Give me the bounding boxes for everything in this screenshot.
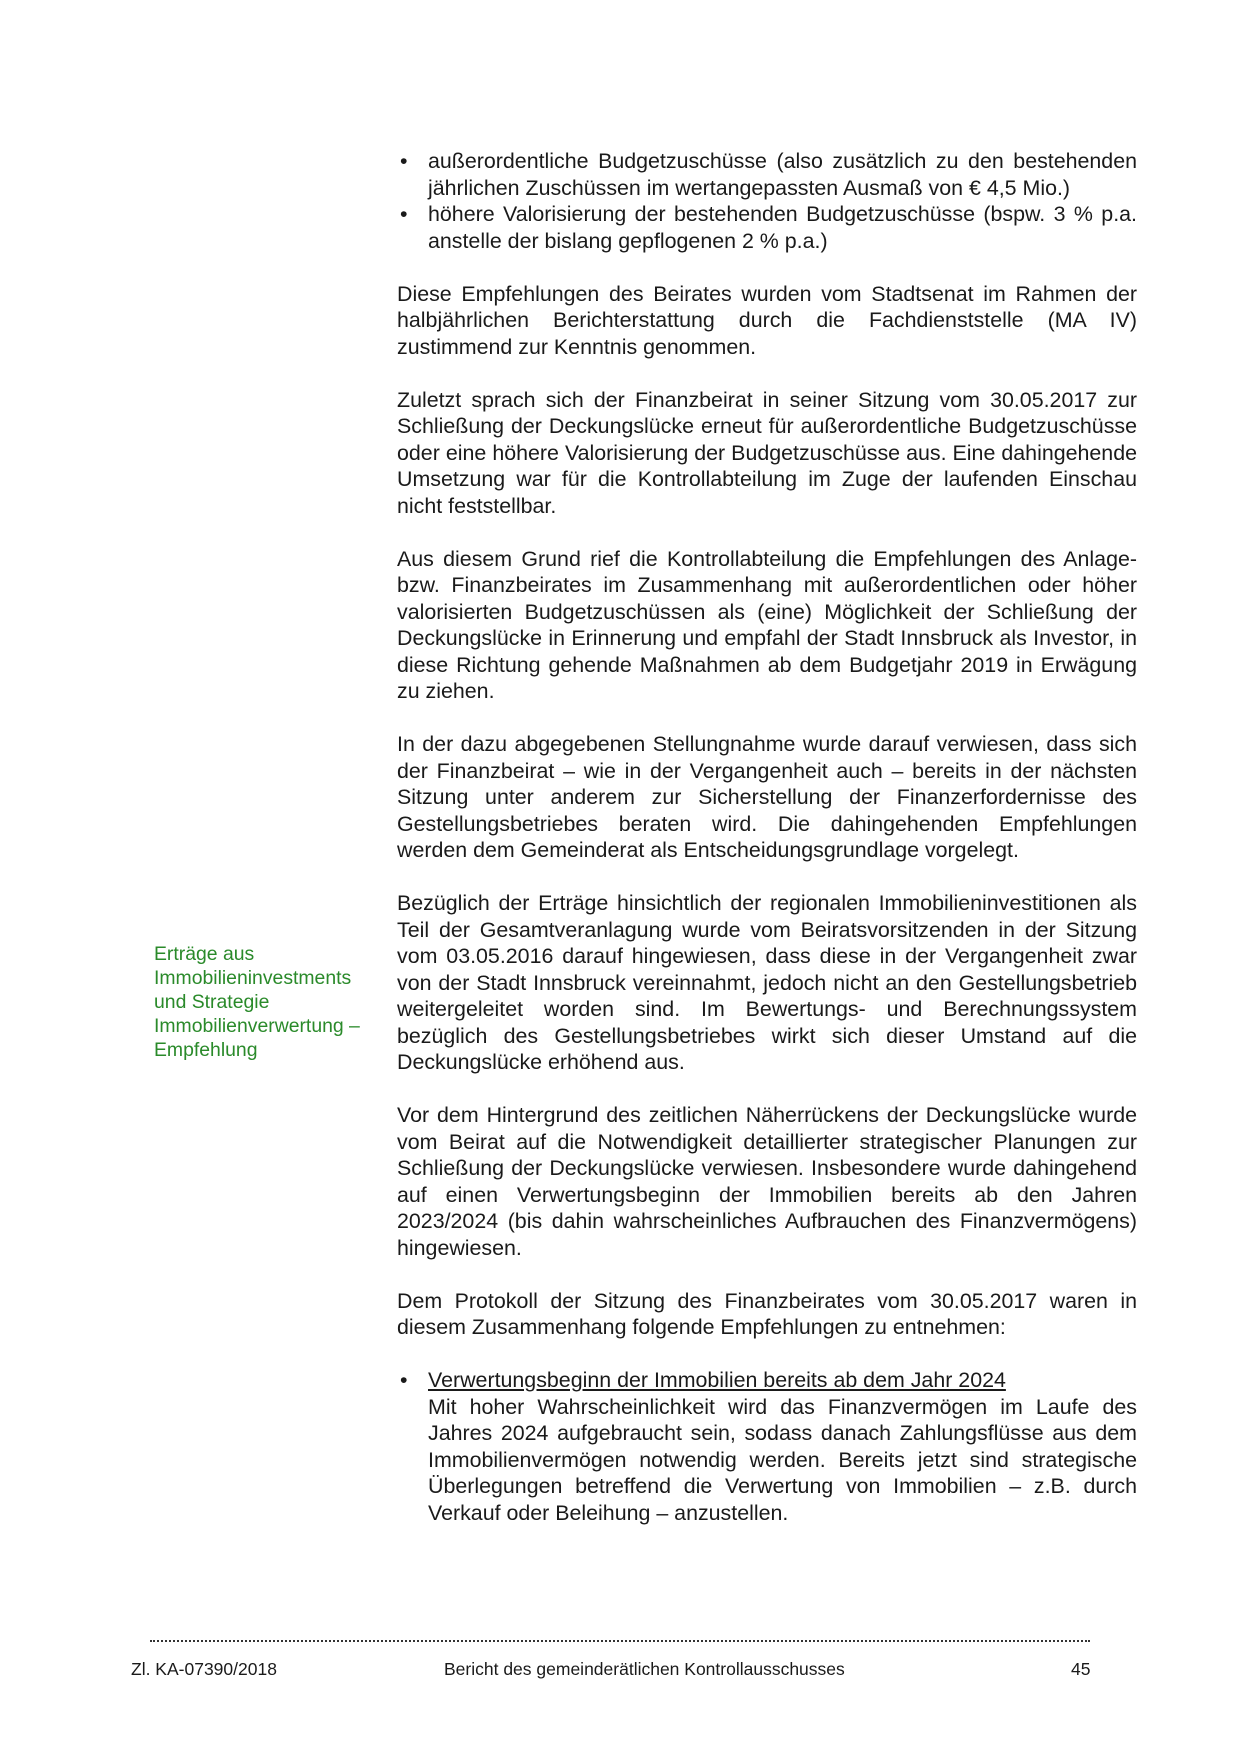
paragraph: Diese Empfehlungen des Beirates wurden vom Stadtsenat im Rahmen der halbjährlichen Berichterstattung durch die Fachdienststelle (MA IV) zustimmend zur Kenntnis genommen.: [397, 281, 1137, 359]
list-item: • außerordentliche Budgetzuschüsse (also zusätzlich zu den bestehenden jährlichen Zuschüssen im wertangepassten Ausmaß von € 4,5 Mio.): [400, 149, 1137, 200]
page-number: 45: [1071, 1659, 1091, 1679]
footer-divider: [150, 1640, 1090, 1642]
paragraph: Vor dem Hintergrund des zeitlichen Näherrückens der Deckungslücke wurde vom Beirat auf die Notwendigkeit detaillierter strategischer Planungen zur Schließung der Deckungslücke verwiesen. Insbesondere wurde dahingehend auf einen Verwertungsbeginn der Immobilien bereits ab den Jahren 2023/2024 (bis dahin wahrscheinliches Aufbrauchen des Finanzvermögens) hingewiesen.: [397, 1103, 1137, 1260]
bullet-icon: •: [400, 149, 408, 173]
bullet-list-recommendations: [397, 1367, 1137, 1526]
margin-note: Erträge aus Immobilieninvestments und Strategie Immobilienverwertung – Empfehlung: [154, 943, 360, 1061]
footer-reference: Zl. KA-07390/2018: [131, 1659, 277, 1679]
paragraph: Bezüglich der Erträge hinsichtlich der regionalen Immobilieninvestitionen als Teil der Gesamtveranlagung wurde vom Beiratsvorsitzenden in der Sitzung vom 03.05.2016 darauf hingewiesen, dass diese in der Vergangenheit zwar von der Stadt Innsbruck vereinnahmt, jedoch nicht an den Gestellungsbetrieb weitergeleitet worden sind. Im Bewertungs- und Berechnungssystem bezüglich des Gestellungsbetriebes wirkt sich dieser Umstand auf die Deckungslücke erhöhend aus.: [397, 891, 1137, 1074]
footer-title: Bericht des gemeinderätlichen Kontrollausschusses: [444, 1659, 845, 1679]
recommendation-heading: Verwertungsbeginn der Immobilien bereits ab dem Jahr 2024: [428, 1368, 1006, 1392]
list-item: [397, 1367, 1137, 1526]
main-text-column: [397, 148, 1137, 1553]
paragraph: Aus diesem Grund rief die Kontrollabteilung die Empfehlungen des Anlage- bzw. Finanzbeirates im Zusammenhang mit außerordentlichen oder höher valorisierten Budgetzuschüssen als (eine) Möglichkeit der Schließung der Deckungslücke in Erinnerung und empfahl der Stadt Innsbruck als Investor, in diese Richtung gehende Maßnahmen ab dem Budgetjahr 2019 in Erwägung zu ziehen.: [397, 546, 1137, 703]
bullet-list-budget: [397, 148, 1137, 254]
recommendation-text: Mit hoher Wahrscheinlichkeit wird das Finanzvermögen im Laufe des Jahres 2024 aufgebraucht sein, sodass danach Zahlungsflüsse aus dem Immobilienvermögen notwendig werden. Bereits jetzt sind strategische Überlegungen betreffend die Verwertung von Immobilien – z.B. durch Verkauf oder Beleihung – anzustellen.: [428, 1394, 1137, 1525]
paragraph: Dem Protokoll der Sitzung des Finanzbeirates vom 30.05.2017 waren in diesem Zusammenhang folgende Empfehlungen zu entnehmen:: [397, 1288, 1137, 1339]
bullet-icon: •: [400, 1368, 408, 1392]
list-item: • höhere Valorisierung der bestehenden Budgetzuschüsse (bspw. 3 % p.a. anstelle der bislang gepflogenen 2 % p.a.): [400, 202, 1137, 253]
paragraph: Zuletzt sprach sich der Finanzbeirat in seiner Sitzung vom 30.05.2017 zur Schließung der Deckungslücke erneut für außerordentliche Budgetzuschüsse oder eine höhere Valorisierung der Budgetzuschüsse aus. Eine dahingehende Umsetzung war für die Kontrollabteilung im Zuge der laufenden Einschau nicht feststellbar.: [397, 387, 1137, 518]
bullet-icon: •: [400, 202, 408, 226]
paragraph: In der dazu abgegebenen Stellungnahme wurde darauf verwiesen, dass sich der Finanzbeirat – wie in der Vergangenheit auch – bereits in der nächsten Sitzung unter anderem zur Sicherstellung der Finanzerfordernisse des Gestellungsbetriebes beraten wird. Die dahingehenden Empfehlungen werden dem Gemeinderat als Entscheidungsgrundlage vorgelegt.: [397, 732, 1137, 862]
